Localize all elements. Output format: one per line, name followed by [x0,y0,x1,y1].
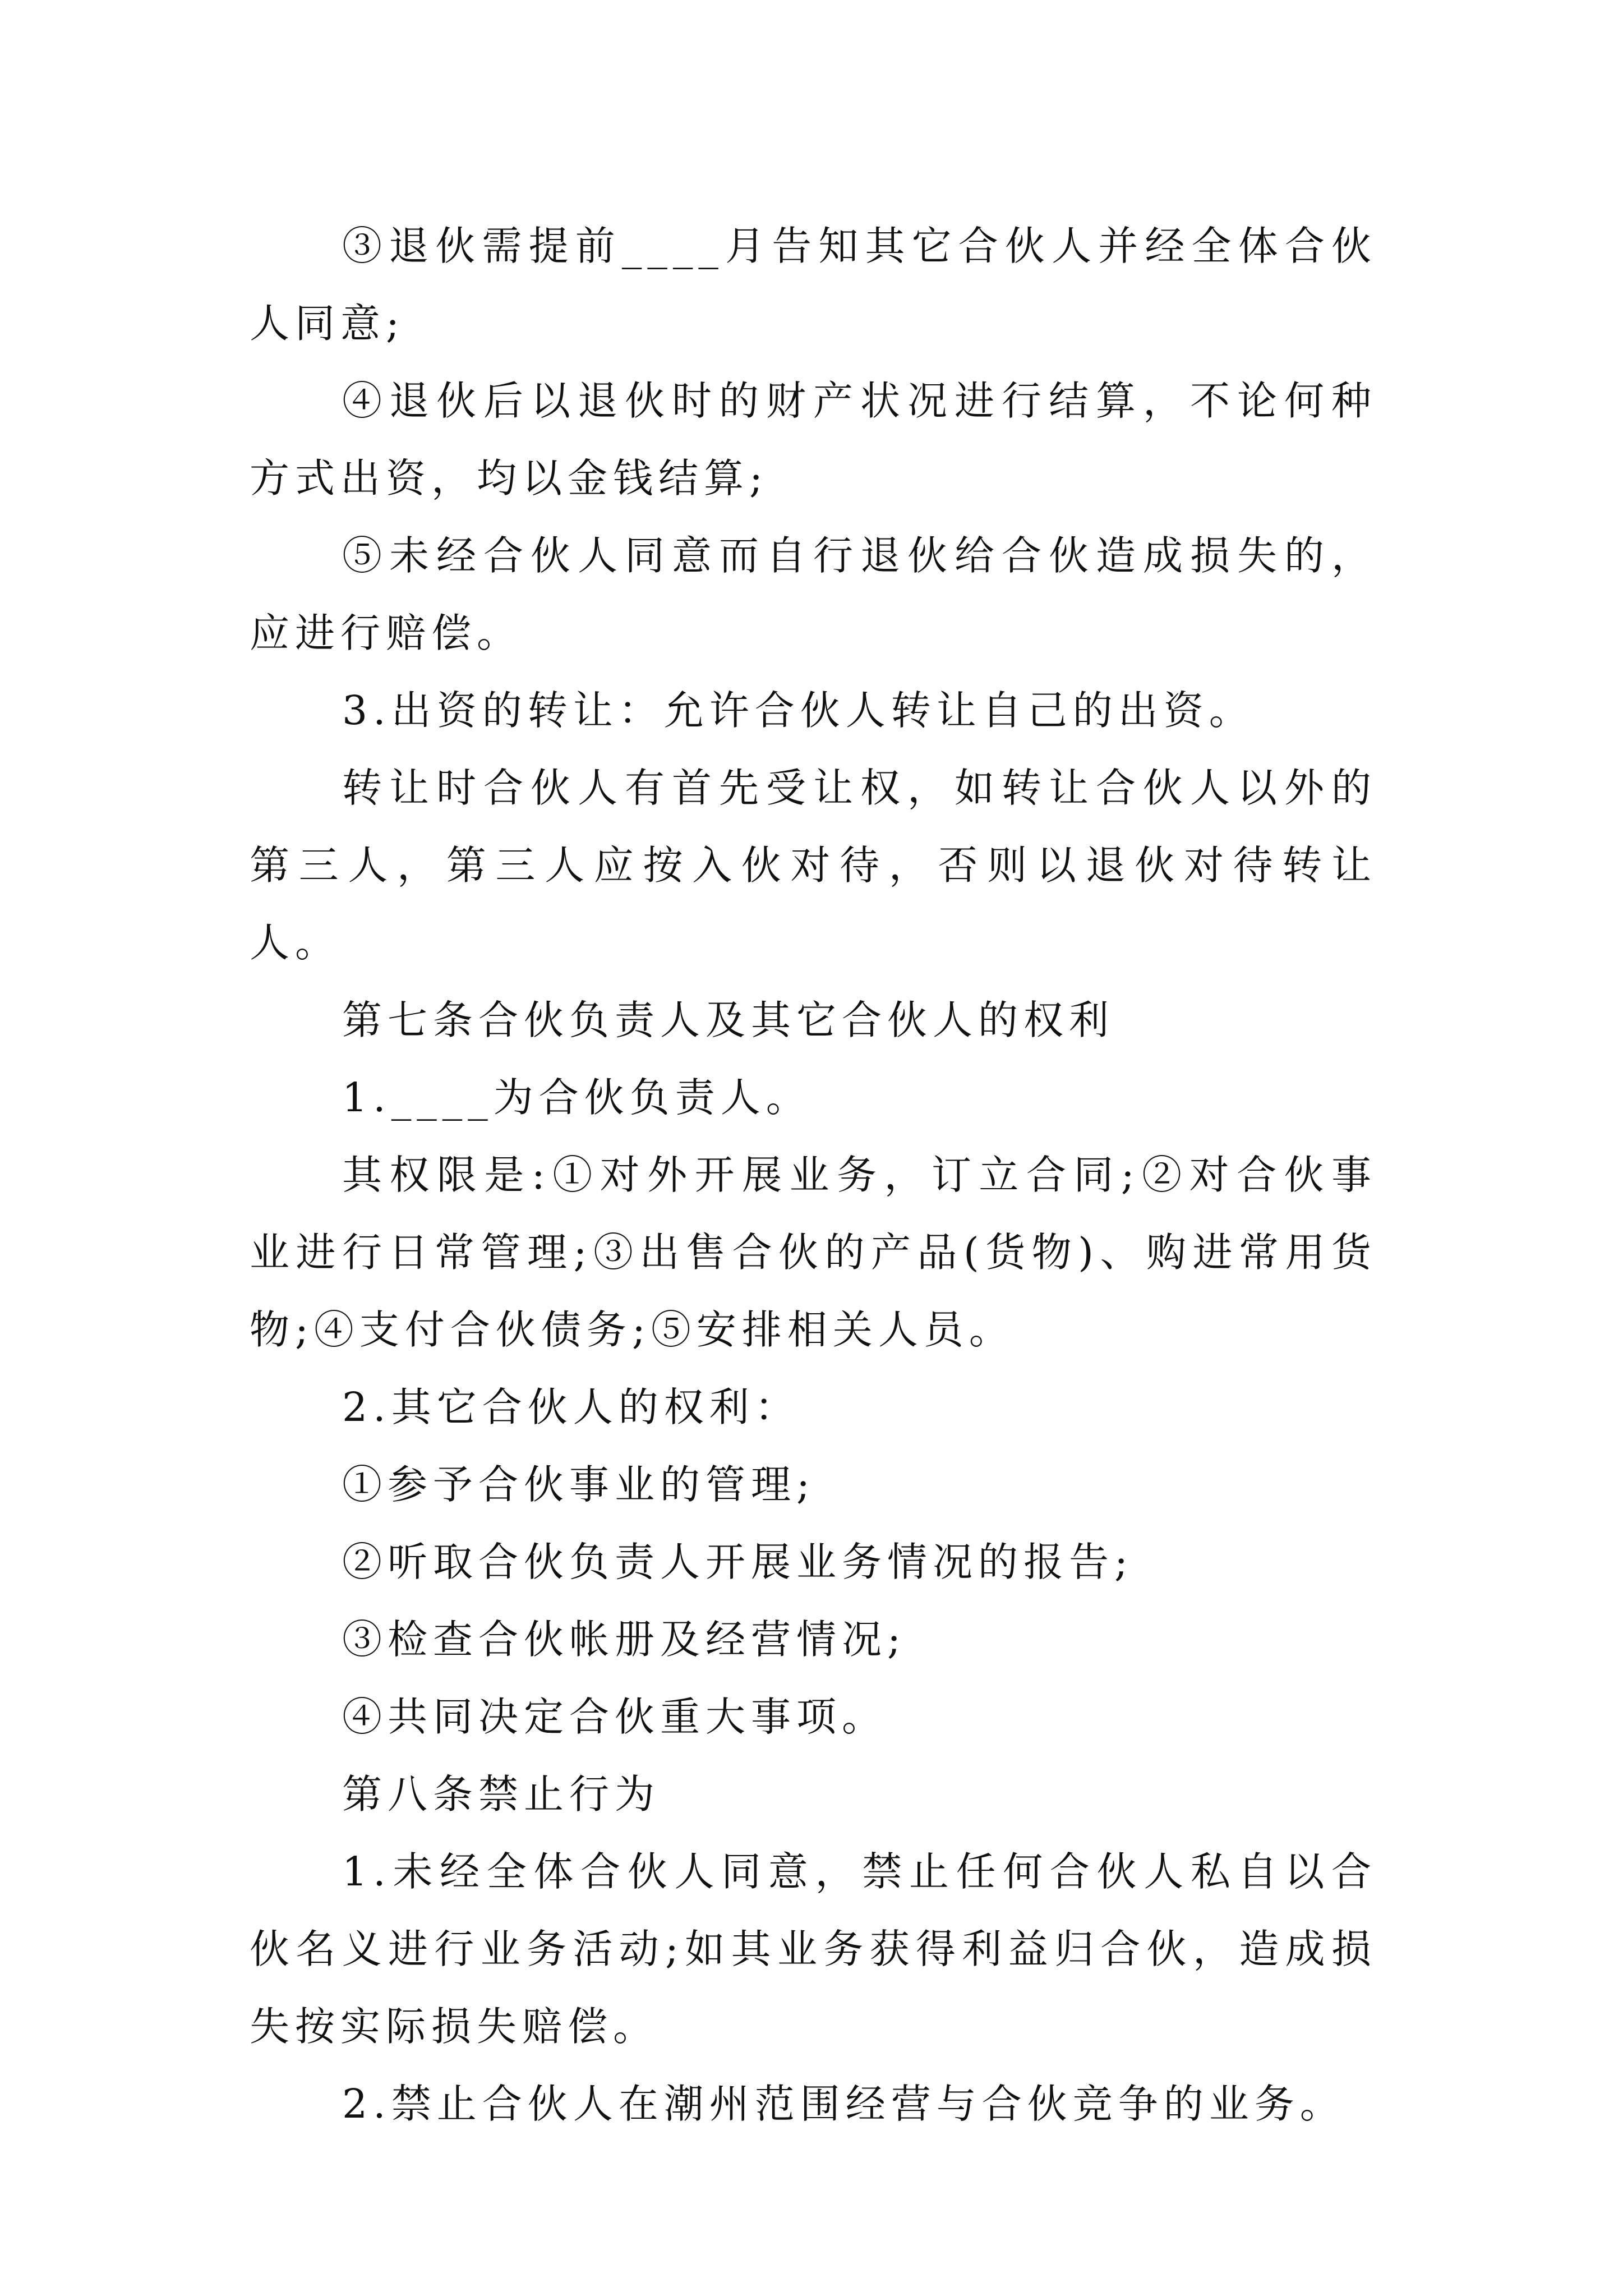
clause-prohibit-unauthorized-business: 1.未经全体合伙人同意，禁止任何合伙人私自以合伙名义进行业务活动;如其业务获得利益归合伙，造成损失按实际损失赔偿。 [250,1848,1377,2050]
clause-withdrawal-notice: ③退伙需提前____月告知其它合伙人并经全体合伙人同意; [250,223,1377,347]
right-decide-major-matters: ④共同决定合伙重大事项。 [342,1694,888,1740]
clause-other-partner-rights: 2.其它合伙人的权利： [342,1384,800,1430]
right-hear-report: ②听取合伙负责人开展业务情况的报告; [342,1539,1133,1585]
clause-capital-transfer: 3.出资的转让：允许合伙人转让自己的出资。 [342,687,1255,734]
right-inspect-accounts: ③检查合伙帐册及经营情况; [342,1616,906,1663]
article-eight-heading: 第八条禁止行为 [342,1771,661,1818]
clause-prohibit-competition: 2.禁止合伙人在潮州范围经营与合伙竞争的业务。 [342,2081,1345,2127]
clause-withdrawal-compensation: ⑤未经合伙人同意而自行退伙给合伙造成损失的，应进行赔偿。 [250,532,1377,656]
clause-withdrawal-settlement: ④退伙后以退伙时的财产状况进行结算，不论何种方式出资，均以金钱结算; [250,378,1377,501]
document-body [250,208,1377,2143]
article-seven-heading: 第七条合伙负责人及其它合伙人的权利 [342,997,1115,1043]
clause-responsible-partner: 1.____为合伙负责人。 [342,1074,811,1121]
clause-transfer-priority: 转让时合伙人有首先受让权，如转让合伙人以外的第三人，第三人应按入伙对待，否则以退伙对待转让人。 [250,765,1377,966]
right-participate-management: ①参予合伙事业的管理; [342,1461,815,1508]
clause-responsible-partner-powers: 其权限是:①对外开展业务，订立合同;②对合伙事业进行日常管理;③出售合伙的产品(货物)、购进常用货物;④支付合伙债务;⑤安排相关人员。 [250,1152,1377,1353]
